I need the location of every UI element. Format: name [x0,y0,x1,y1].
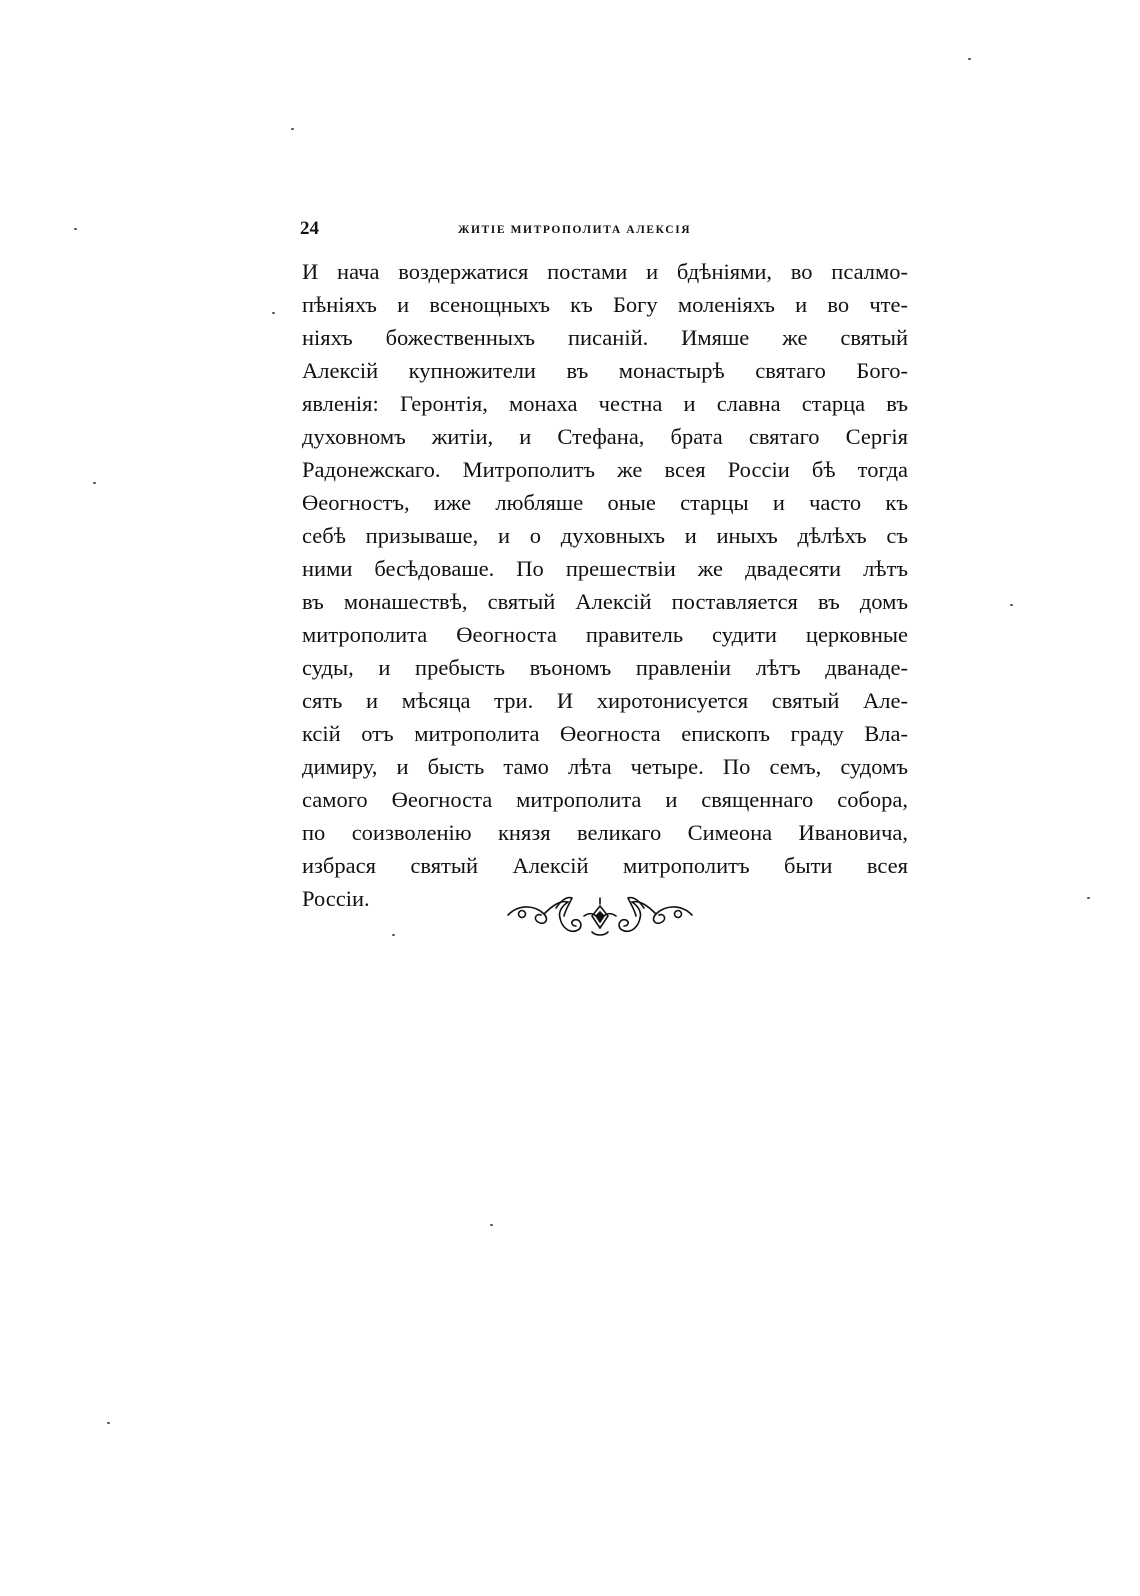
scan-speck [272,312,275,314]
text-line: ними бесѣдоваше. По прешествіи же двадесяти лѣтъ [302,556,908,581]
scan-speck [392,934,395,936]
page-header [300,218,896,242]
text-line: ніяхъ божественныхъ писаній. Имяше же святый [302,325,908,350]
text-line: пѣніяхъ и всенощныхъ къ Богу моленіяхъ и во чте- [302,292,908,317]
page-number: 24 [300,218,319,239]
running-title: ЖИТІЕ МИТРОПОЛИТА АЛЕКСІЯ [458,224,692,236]
text-line: по соизволенію князя великаго Симеона Ивановича, [302,820,908,845]
scan-speck [968,58,971,60]
text-line: Алексій купножители въ монастырѣ святаго Бого- [302,358,908,383]
scan-speck [291,128,294,130]
text-line: избрася святый Алексій митрополитъ быти всея [302,853,908,878]
text-line: митрополита Өеогноста правитель судити церковные [302,622,908,647]
text-line: Россіи. [302,886,370,911]
scan-speck [1087,897,1090,899]
text-line: самого Өеогноста митрополита и священнаго собора, [302,787,908,812]
scan-speck [74,228,77,230]
ornament-tailpiece-icon [500,888,700,948]
scan-speck [107,1422,110,1424]
scan-speck [93,482,96,484]
text-line: Радонежскаго. Митрополитъ же всея Россіи бѣ тогда [302,457,908,482]
text-line: ксій отъ митрополита Өеогноста епископъ граду Вла- [302,721,908,746]
text-line: себѣ призываше, и о духовныхъ и иныхъ дѣлѣхъ съ [302,523,908,548]
text-line: димиру, и бысть тамо лѣта четыре. По семъ, судомъ [302,754,908,779]
body-text [302,255,908,915]
text-line: сять и мѣсяца три. И хиротонисуется святый Але- [302,688,908,713]
text-line: въ монашествѣ, святый Алексій поставляется въ домъ [302,589,908,614]
text-line: суды, и пребысть въономъ правленіи лѣтъ дванаде- [302,655,908,680]
scan-speck [490,1224,493,1226]
scan-speck [1010,604,1013,606]
text-line: И нача воздержатися постами и бдѣніями, во псалмо- [302,259,908,284]
text-line: Өеогностъ, иже любляше оные старцы и часто къ [302,490,908,515]
text-line: явленія: Геронтія, монаха честна и славна старца въ [302,391,908,416]
text-line: духовномъ житіи, и Стефана, брата святаго Сергія [302,424,908,449]
